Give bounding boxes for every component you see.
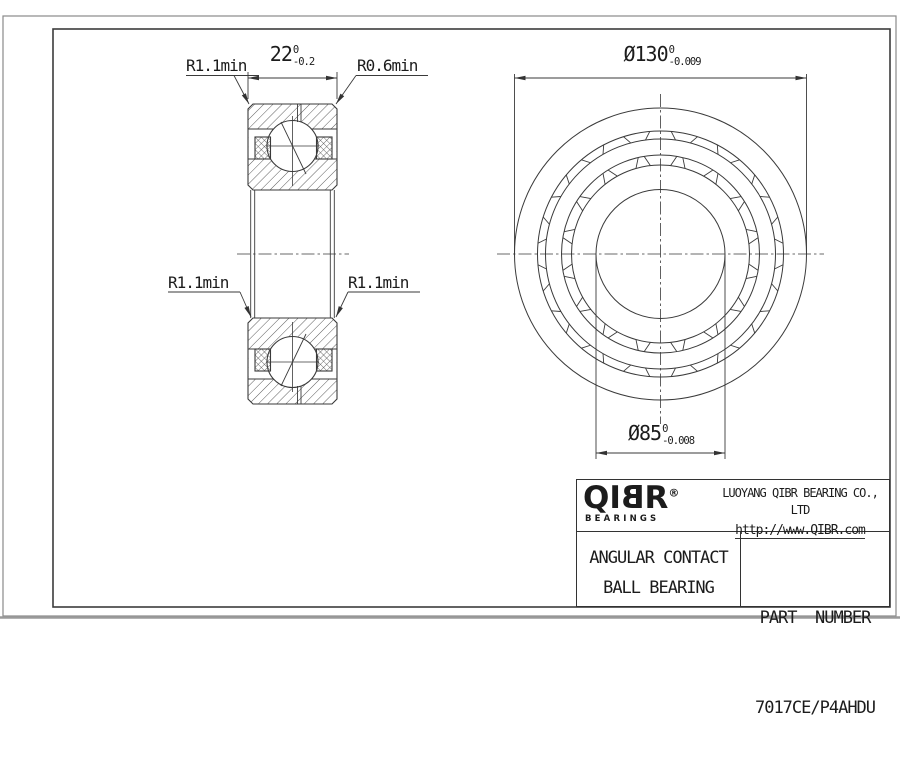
title-block bbox=[576, 479, 890, 718]
radius-label-mid-left: R1.1min bbox=[168, 272, 229, 292]
dim-bore-value: Ø85 bbox=[627, 421, 662, 445]
company-info bbox=[711, 480, 889, 538]
product-name: ANGULAR CONTACT BALL BEARING bbox=[589, 548, 728, 598]
dim-width-value: 22 bbox=[269, 42, 292, 66]
company-name: LUOYANG QIBR BEARING CO., LTD bbox=[722, 486, 878, 517]
radius-label-top-left: R1.1min bbox=[186, 56, 247, 75]
company-website: http://www.QIBR.com bbox=[735, 522, 865, 538]
logo-wordmark: QIBR® bbox=[583, 480, 680, 516]
dim-width-tolerance: 0 -0.2 bbox=[292, 44, 315, 68]
title-block-top-row bbox=[577, 480, 889, 538]
part-number-value: 7017CE/P4AHDU bbox=[754, 698, 876, 718]
radius-label-mid-right: R1.1min bbox=[348, 272, 409, 292]
logo-subtitle: BEARINGS bbox=[585, 514, 660, 524]
dim-bore-diameter bbox=[628, 423, 694, 447]
dim-width bbox=[270, 44, 314, 68]
section-view bbox=[237, 104, 349, 404]
dim-bore-tolerance: 0 -0.008 bbox=[662, 423, 695, 447]
part-number-cell bbox=[740, 532, 889, 718]
title-block-bottom-row bbox=[577, 532, 889, 718]
dim-od-tolerance: 0 -0.009 bbox=[668, 44, 701, 68]
dim-od-value: Ø130 bbox=[623, 42, 668, 66]
registered-mark: ® bbox=[668, 486, 680, 500]
company-logo bbox=[577, 480, 711, 531]
radius-label-top-right: R0.6min bbox=[357, 56, 418, 75]
part-number-label: PART NUMBER bbox=[759, 608, 871, 628]
dim-outer-diameter bbox=[623, 44, 700, 68]
